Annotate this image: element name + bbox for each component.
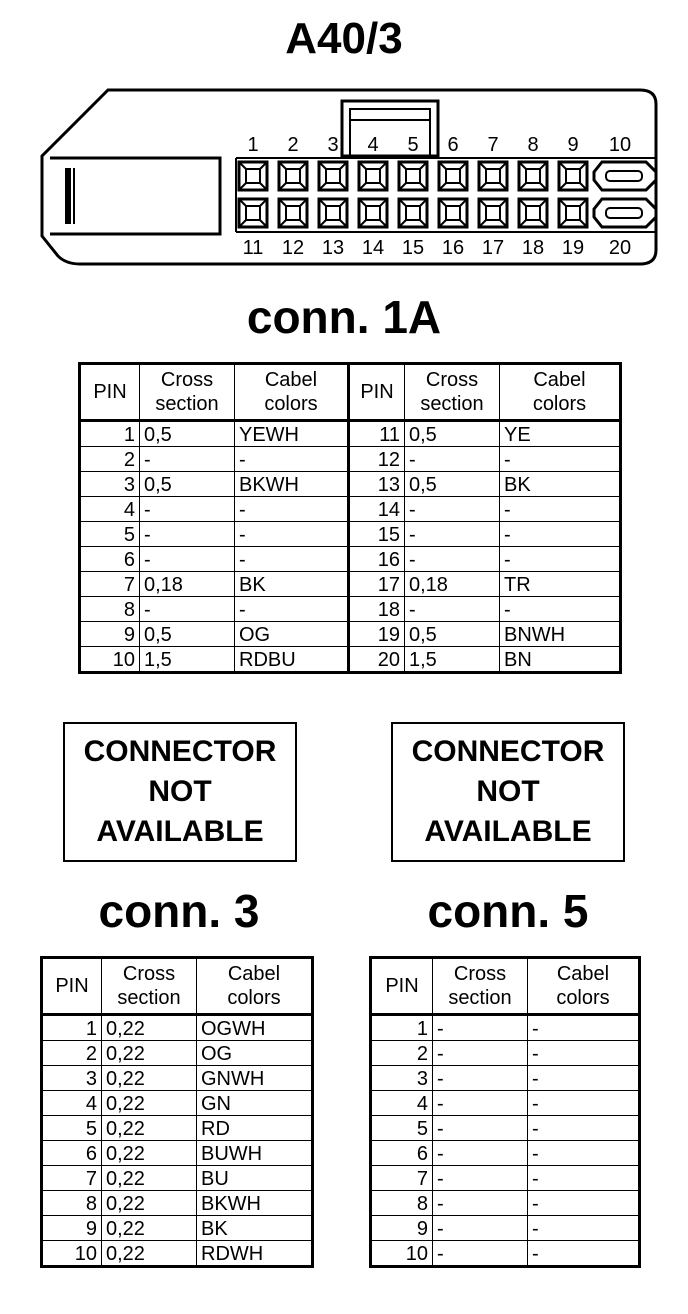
pin-number-cell: 19 <box>349 622 405 647</box>
header-pin: PIN <box>42 958 102 1015</box>
cable-color-cell: BN <box>500 647 621 673</box>
cross-section-cell: - <box>433 1241 528 1267</box>
cross-section-cell: - <box>433 1116 528 1141</box>
cross-section-cell: 0,22 <box>102 1241 197 1267</box>
cross-section-cell: - <box>140 597 235 622</box>
pin-cavity <box>439 199 467 227</box>
header-colors: Cabel colors <box>528 958 640 1015</box>
cable-color-cell: - <box>500 547 621 572</box>
cable-color-cell: TR <box>500 572 621 597</box>
table-row <box>371 1216 640 1241</box>
pin-cavity <box>359 162 387 190</box>
cable-color-cell: OGWH <box>197 1015 313 1041</box>
cross-section-cell: 0,5 <box>140 421 235 447</box>
header-pin: PIN <box>371 958 433 1015</box>
cable-color-cell: BK <box>197 1216 313 1241</box>
pin-label-top: 4 <box>367 134 379 156</box>
cross-section-cell: 0,22 <box>102 1091 197 1116</box>
header-colors: Cabel colors <box>197 958 313 1015</box>
pin-number-cell: 1 <box>42 1015 102 1041</box>
conn5-pin-table <box>369 956 641 1268</box>
cross-section-cell: - <box>140 522 235 547</box>
table-row <box>80 622 621 647</box>
cross-section-cell: - <box>405 597 500 622</box>
page-title: A40/3 <box>285 14 403 63</box>
pin-number-cell: 4 <box>80 497 140 522</box>
cross-section-cell: - <box>433 1166 528 1191</box>
na-line: AVAILABLE <box>424 815 592 848</box>
cross-section-cell: 0,22 <box>102 1141 197 1166</box>
table-row <box>371 1066 640 1091</box>
pin-label-bottom: 13 <box>321 237 345 259</box>
pin-number-cell: 9 <box>42 1216 102 1241</box>
cable-color-cell: BKWH <box>197 1191 313 1216</box>
table-row <box>80 597 621 622</box>
header-colors-left: Cabel colors <box>235 364 349 421</box>
table-row <box>42 1141 313 1166</box>
table-row <box>42 1015 313 1041</box>
table-row <box>80 522 621 547</box>
pin-cavity <box>399 162 427 190</box>
cable-color-cell: - <box>235 547 349 572</box>
cable-color-cell: BNWH <box>500 622 621 647</box>
table-row <box>42 1166 313 1191</box>
pin-number-cell: 6 <box>80 547 140 572</box>
pin-cavity <box>479 199 507 227</box>
pin-number-cell: 3 <box>371 1066 433 1091</box>
table-row <box>42 1116 313 1141</box>
table-row <box>371 1241 640 1267</box>
pin-number-cell: 10 <box>42 1241 102 1267</box>
pin-cavity <box>439 162 467 190</box>
pin-number-cell: 1 <box>80 421 140 447</box>
cross-section-cell: 0,22 <box>102 1116 197 1141</box>
cross-section-cell: 0,5 <box>405 472 500 497</box>
na-line: CONNECTOR <box>83 735 277 768</box>
pin-cavity <box>559 162 587 190</box>
cable-color-cell: - <box>528 1015 640 1041</box>
pin-number-cell: 17 <box>349 572 405 597</box>
cross-section-cell: 0,22 <box>102 1041 197 1066</box>
pin-number-cell: 4 <box>371 1091 433 1116</box>
cross-section-cell: 1,5 <box>140 647 235 673</box>
cross-section-cell: - <box>433 1216 528 1241</box>
header-cross: Cross section <box>102 958 197 1015</box>
table-row <box>371 1141 640 1166</box>
pin-label-bottom: 12 <box>281 237 305 259</box>
header-cross-right: Cross section <box>405 364 500 421</box>
header-cross-left: Cross section <box>140 364 235 421</box>
cable-color-cell: - <box>235 597 349 622</box>
cable-color-cell: RDBU <box>235 647 349 673</box>
pin-cavity <box>399 199 427 227</box>
pin-label-bottom: 16 <box>441 237 465 259</box>
cable-color-cell: OG <box>235 622 349 647</box>
pin-cavity <box>239 162 267 190</box>
cross-section-cell: 1,5 <box>405 647 500 673</box>
conn1a-title: conn. 1A <box>246 291 442 343</box>
cable-color-cell: BK <box>500 472 621 497</box>
cable-color-cell: - <box>528 1141 640 1166</box>
table-row <box>80 547 621 572</box>
cross-section-cell: - <box>433 1066 528 1091</box>
table-row <box>371 1116 640 1141</box>
pin-number-cell: 2 <box>42 1041 102 1066</box>
pin-number-cell: 11 <box>349 421 405 447</box>
cable-color-cell: BU <box>197 1166 313 1191</box>
cross-section-cell: 0,5 <box>405 622 500 647</box>
cable-color-cell: BUWH <box>197 1141 313 1166</box>
cable-color-cell: - <box>500 597 621 622</box>
pin-number-cell: 7 <box>42 1166 102 1191</box>
pin-label-top: 1 <box>247 134 259 156</box>
cable-color-cell: - <box>235 447 349 472</box>
pin-label-bottom: 14 <box>361 237 385 259</box>
pin-number-cell: 5 <box>371 1116 433 1141</box>
table-row <box>371 1041 640 1066</box>
pin-label-bottom: 20 <box>608 237 632 259</box>
cross-section-cell: 0,5 <box>405 421 500 447</box>
cross-section-cell: 0,22 <box>102 1166 197 1191</box>
table-row <box>371 1091 640 1116</box>
cable-color-cell: YEWH <box>235 421 349 447</box>
cross-section-cell: 0,22 <box>102 1191 197 1216</box>
pin-number-cell: 5 <box>42 1116 102 1141</box>
pin-number-cell: 2 <box>371 1041 433 1066</box>
cable-color-cell: OG <box>197 1041 313 1066</box>
pin-cavity <box>319 199 347 227</box>
pin-number-cell: 6 <box>371 1141 433 1166</box>
table-row <box>42 1191 313 1216</box>
pin-number-cell: 18 <box>349 597 405 622</box>
cross-section-cell: 0,18 <box>140 572 235 597</box>
pin-number-cell: 2 <box>80 447 140 472</box>
pin-number-cell: 3 <box>80 472 140 497</box>
conn1a-pin-table <box>78 362 622 674</box>
cross-section-cell: - <box>140 547 235 572</box>
table-row <box>80 472 621 497</box>
cross-section-cell: - <box>433 1091 528 1116</box>
table-row <box>80 497 621 522</box>
pin-label-top: 8 <box>527 134 539 156</box>
table-row <box>42 1041 313 1066</box>
cross-section-cell: 0,18 <box>405 572 500 597</box>
pin-number-cell: 9 <box>80 622 140 647</box>
pin-label-top: 2 <box>287 134 299 156</box>
cable-color-cell: - <box>500 522 621 547</box>
table-row <box>42 1241 313 1267</box>
header-colors-right: Cabel colors <box>500 364 621 421</box>
table-row <box>42 1216 313 1241</box>
cross-section-cell: 0,22 <box>102 1216 197 1241</box>
pin-number-cell: 10 <box>80 647 140 673</box>
pin-label-bottom: 18 <box>521 237 545 259</box>
cable-color-cell: - <box>528 1116 640 1141</box>
cross-section-cell: - <box>140 447 235 472</box>
pin-cavity <box>519 199 547 227</box>
table-row <box>371 1191 640 1216</box>
cross-section-cell: 0,5 <box>140 472 235 497</box>
pin-number-cell: 16 <box>349 547 405 572</box>
pin-number-cell: 12 <box>349 447 405 472</box>
cable-color-cell: - <box>528 1166 640 1191</box>
connector-face-diagram <box>0 80 688 280</box>
conn3-title: conn. 3 <box>98 885 260 937</box>
cross-section-cell: 0,22 <box>102 1015 197 1041</box>
pin-label-bottom: 15 <box>401 237 425 259</box>
pin-number-cell: 1 <box>371 1015 433 1041</box>
pin-number-cell: 7 <box>371 1166 433 1191</box>
conn5-title: conn. 5 <box>427 885 589 937</box>
pin-number-cell: 4 <box>42 1091 102 1116</box>
cable-color-cell: GN <box>197 1091 313 1116</box>
large-pin-cavity <box>594 162 656 190</box>
pin-cavity <box>519 162 547 190</box>
cable-color-cell: - <box>528 1241 640 1267</box>
conn5-not-available-box <box>391 722 625 862</box>
pin-number-cell: 20 <box>349 647 405 673</box>
pin-label-bottom: 11 <box>242 237 264 259</box>
cross-section-cell: - <box>140 497 235 522</box>
cable-color-cell: BK <box>235 572 349 597</box>
pin-label-top: 3 <box>327 134 339 156</box>
pin-label-top: 7 <box>487 134 499 156</box>
pin-cavity <box>279 199 307 227</box>
conn3-not-available-box <box>63 722 297 862</box>
cable-color-cell: YE <box>500 421 621 447</box>
pin-cavity <box>239 199 267 227</box>
table-row <box>80 572 621 597</box>
cable-color-cell: - <box>528 1041 640 1066</box>
table-row <box>371 1015 640 1041</box>
cable-color-cell: - <box>528 1216 640 1241</box>
cross-section-cell: 0,5 <box>140 622 235 647</box>
cross-section-cell: - <box>405 497 500 522</box>
table-row <box>371 1166 640 1191</box>
cable-color-cell: BKWH <box>235 472 349 497</box>
pin-label-top: 10 <box>608 134 632 156</box>
pin-number-cell: 13 <box>349 472 405 497</box>
large-pin-cavity <box>594 199 656 227</box>
table-row <box>42 1066 313 1091</box>
pin-number-cell: 5 <box>80 522 140 547</box>
pin-number-cell: 6 <box>42 1141 102 1166</box>
cross-section-cell: - <box>405 522 500 547</box>
cable-color-cell: - <box>235 522 349 547</box>
table-row <box>80 421 621 447</box>
cable-color-cell: - <box>500 447 621 472</box>
table-row <box>80 447 621 472</box>
pin-number-cell: 10 <box>371 1241 433 1267</box>
cable-color-cell: - <box>528 1066 640 1091</box>
pin-label-top: 5 <box>407 134 419 156</box>
pin-label-bottom: 19 <box>561 237 585 259</box>
table-row <box>42 1091 313 1116</box>
pin-cavity <box>319 162 347 190</box>
pin-number-cell: 8 <box>371 1191 433 1216</box>
cross-section-cell: - <box>405 547 500 572</box>
cable-color-cell: GNWH <box>197 1066 313 1091</box>
cross-section-cell: - <box>433 1015 528 1041</box>
header-pin-left: PIN <box>80 364 140 421</box>
pin-number-cell: 8 <box>80 597 140 622</box>
header-cross: Cross section <box>433 958 528 1015</box>
cable-color-cell: RD <box>197 1116 313 1141</box>
connector-latch-outline <box>50 158 220 234</box>
na-line: NOT <box>476 775 540 808</box>
cable-color-cell: - <box>500 497 621 522</box>
cable-color-cell: - <box>528 1191 640 1216</box>
pin-number-cell: 8 <box>42 1191 102 1216</box>
header-pin-right: PIN <box>349 364 405 421</box>
pin-number-cell: 7 <box>80 572 140 597</box>
cross-section-cell: - <box>433 1041 528 1066</box>
conn3-pin-table <box>40 956 314 1268</box>
na-line: AVAILABLE <box>96 815 264 848</box>
pin-label-bottom: 17 <box>481 237 505 259</box>
cross-section-cell: - <box>433 1141 528 1166</box>
table-row <box>80 647 621 673</box>
pin-cavity <box>359 199 387 227</box>
cable-color-cell: - <box>528 1091 640 1116</box>
cross-section-cell: - <box>433 1191 528 1216</box>
cable-color-cell: - <box>235 497 349 522</box>
cross-section-cell: - <box>405 447 500 472</box>
cross-section-cell: 0,22 <box>102 1066 197 1091</box>
pin-number-cell: 14 <box>349 497 405 522</box>
cable-color-cell: RDWH <box>197 1241 313 1267</box>
pin-cavity <box>279 162 307 190</box>
na-line: CONNECTOR <box>411 735 605 768</box>
pin-cavity <box>479 162 507 190</box>
pin-label-top: 9 <box>567 134 579 156</box>
pin-number-cell: 9 <box>371 1216 433 1241</box>
pin-cavity <box>559 199 587 227</box>
pin-number-cell: 15 <box>349 522 405 547</box>
pin-label-top: 6 <box>447 134 459 156</box>
pin-number-cell: 3 <box>42 1066 102 1091</box>
na-line: NOT <box>148 775 212 808</box>
